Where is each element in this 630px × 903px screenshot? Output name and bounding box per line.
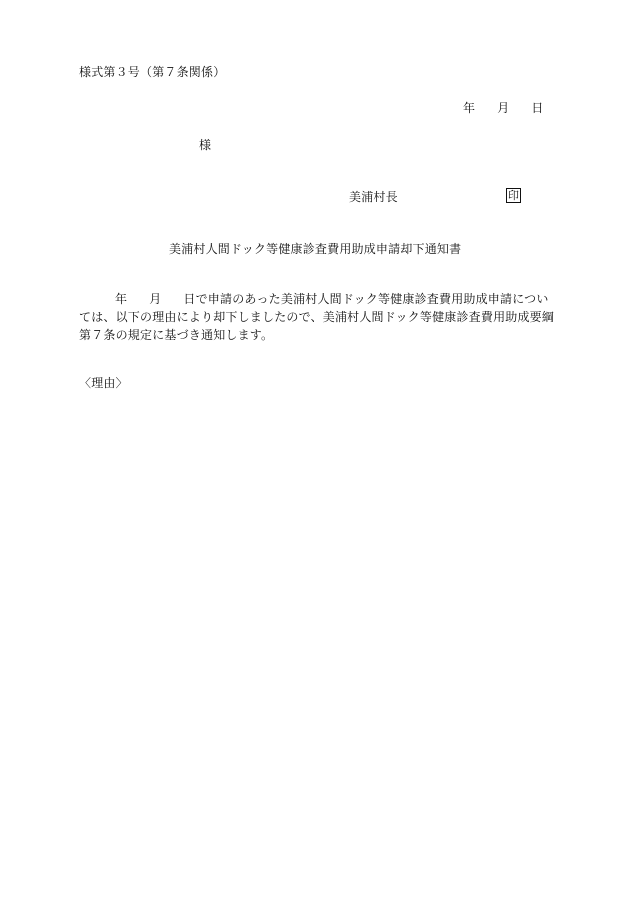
recipient-suffix: 様 <box>199 138 212 152</box>
date-day-label: 日 <box>531 101 544 115</box>
body-line-3: 第７条の規定に基づき通知します。 <box>79 328 274 342</box>
body-line-1-text: 日で申請のあった美浦村人間ドック等健康診査費用助成申請につい <box>183 292 549 306</box>
date-year-label: 年 <box>463 101 476 115</box>
seal-mark: 印 <box>508 189 519 202</box>
reason-heading: 〈理由〉 <box>79 376 128 390</box>
body-line-1 <box>79 290 549 308</box>
notice-body <box>79 290 555 344</box>
form-number: 様式第３号（第７条関係） <box>79 65 226 79</box>
body-year-label: 年 <box>115 292 128 306</box>
date-month-label: 月 <box>497 101 510 115</box>
document-title: 美浦村人間ドック等健康診査費用助成申請却下通知書 <box>169 242 462 256</box>
body-line-2: ては、以下の理由により却下しましたので、美浦村人間ドック等健康診査費用助成要綱 <box>79 310 555 324</box>
body-month-label: 月 <box>149 292 162 306</box>
issuer-name: 美浦村長 <box>349 190 398 204</box>
date-line <box>463 100 544 116</box>
